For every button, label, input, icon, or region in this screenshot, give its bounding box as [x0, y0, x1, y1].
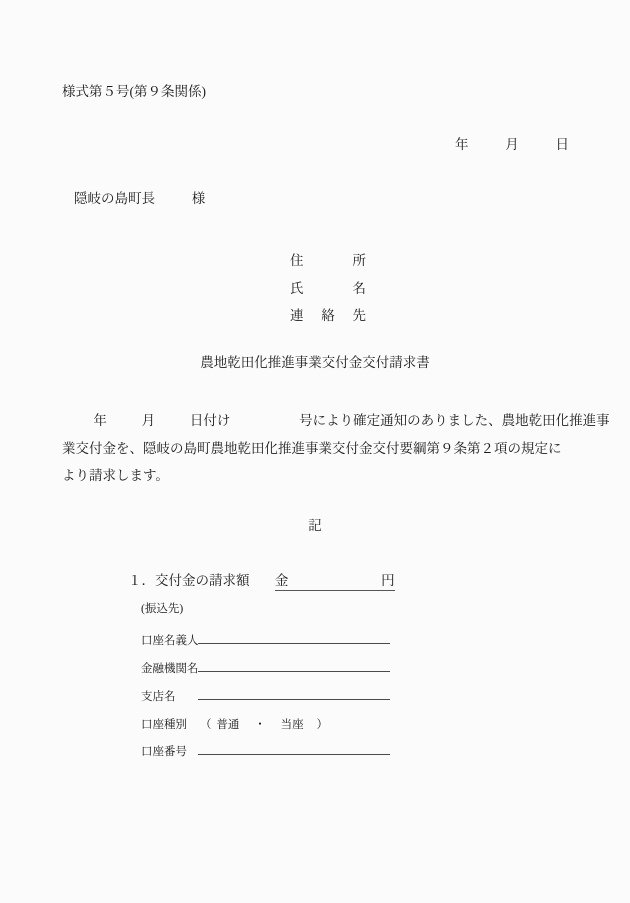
addressee-honorific: 様 — [191, 191, 206, 206]
addressee-recipient: 隠岐の島町長 — [74, 191, 155, 206]
body-month-label: 月 — [141, 413, 156, 428]
form-number: 様式第５号(第９条関係) — [62, 84, 206, 99]
item-claim-amount-row — [128, 574, 395, 591]
account-type-separator: ・ — [254, 719, 266, 731]
ki-marker: 記 — [308, 518, 322, 533]
account-holder-input[interactable] — [198, 632, 390, 644]
branch-name-row — [141, 688, 390, 704]
date-day-label: 日 — [555, 137, 569, 152]
body-year-label: 年 — [93, 413, 107, 428]
account-holder-row — [141, 632, 390, 648]
account-number-label: 口座番号 — [141, 746, 187, 758]
account-type-option-current[interactable]: 当座 — [280, 719, 304, 731]
sender-contact-label: 連 絡 先 — [290, 308, 366, 323]
date-year-label: 年 — [455, 137, 469, 152]
sender-contact-row — [290, 304, 410, 340]
account-type-option-ordinary[interactable]: 普通 — [216, 719, 240, 731]
sender-address-label: 住 所 — [290, 253, 366, 268]
body-line-1-rest: 号により確定通知のありました、農地乾田化推進事 — [299, 413, 610, 428]
bank-name-label: 金融機関名 — [141, 663, 199, 675]
sender-name-label: 氏 名 — [290, 281, 366, 296]
account-type-paren-close: ） — [316, 719, 328, 731]
account-type-paren-open: （ — [200, 719, 212, 731]
item-label: 交付金の請求額 — [155, 573, 250, 588]
document-title: 農地乾田化推進事業交付金交付請求書 — [200, 355, 430, 370]
bank-name-row — [141, 660, 390, 676]
body-line-3: より請求します。 — [62, 468, 169, 483]
account-number-input[interactable] — [198, 743, 390, 755]
account-number-row — [141, 743, 390, 759]
item-number: １． — [128, 573, 155, 588]
transfer-destination-heading: (振込先) — [141, 603, 184, 615]
addressee-line — [74, 192, 205, 206]
account-holder-label: 口座名義人 — [141, 635, 199, 647]
claim-amount-field[interactable] — [275, 574, 395, 591]
date-line — [455, 138, 569, 152]
date-month-label: 月 — [505, 137, 519, 152]
amount-unit: 円 — [381, 573, 395, 588]
body-line-2: 業交付金を、隠岐の島町農地乾田化推進事業交付金交付要綱第９条第２項の規定に — [62, 440, 562, 456]
branch-name-label: 支店名 — [141, 691, 176, 703]
amount-prefix: 金 — [274, 573, 289, 588]
bank-name-input[interactable] — [198, 660, 390, 672]
branch-name-input[interactable] — [198, 688, 390, 700]
account-type-label: 口座種別 — [141, 719, 187, 731]
body-paragraph — [62, 407, 610, 490]
body-line-1 — [62, 407, 610, 435]
account-type-row — [141, 716, 328, 732]
body-day-label: 日付け — [189, 413, 231, 428]
